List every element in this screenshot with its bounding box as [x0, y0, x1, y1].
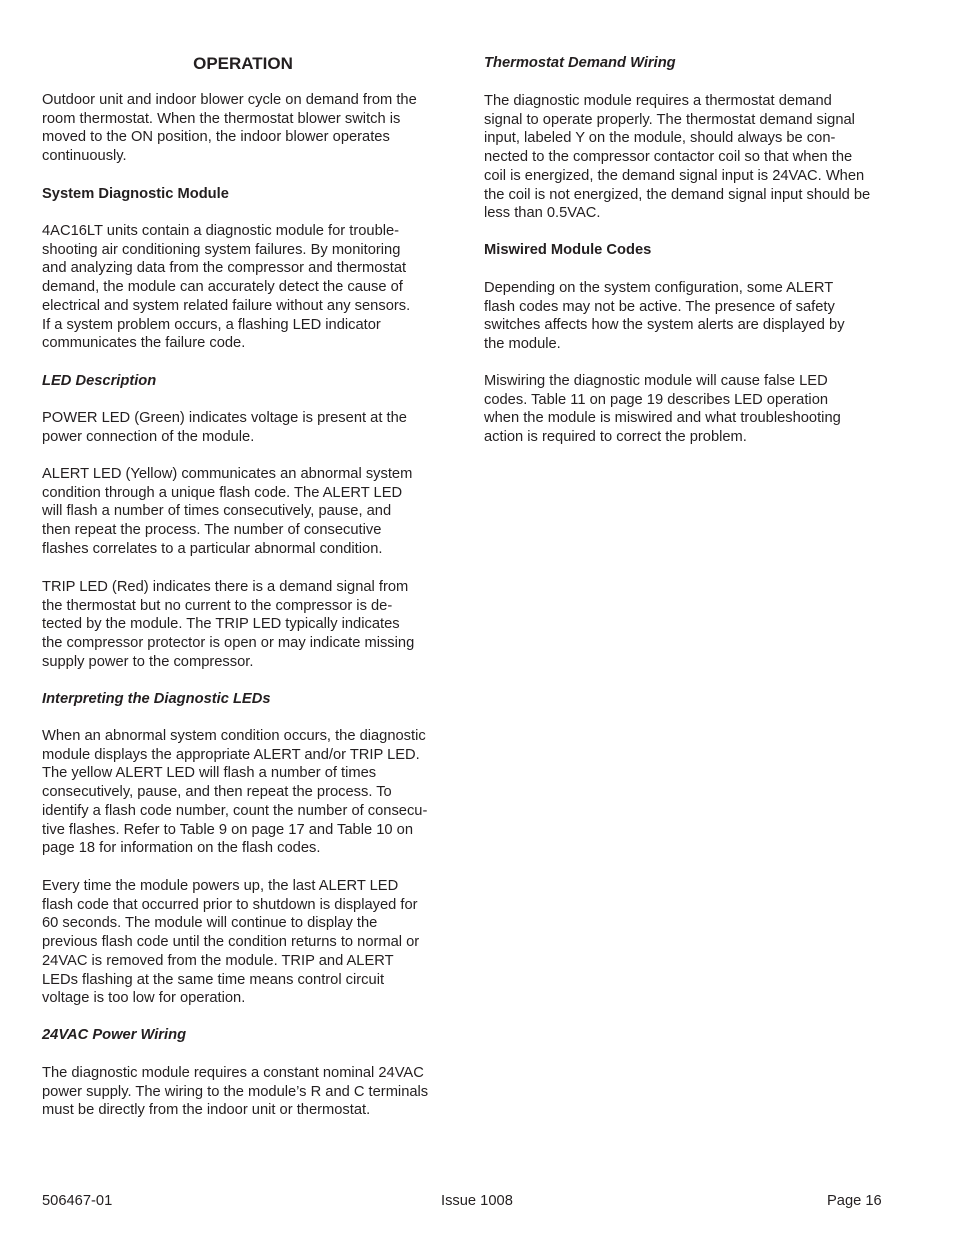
miswired-heading-block — [484, 241, 886, 259]
miswired-paragraph-2-block — [484, 372, 886, 447]
miswired-paragraph-1-block — [484, 279, 886, 354]
miswired-paragraph-1: Depending on the system configuration, some ALERT flash codes may not be active. The presence of safety switches affects how the system alerts are displayed by the module. — [484, 280, 845, 353]
led-description-heading-block — [42, 372, 444, 390]
trip-led-paragraph: TRIP LED (Red) indicates there is a demand signal from the thermostat but no current to the compressor is de- tected by the module. The TRIP LED typically indicates the compressor protector is open or may indicate missing supply power to the compressor. — [42, 579, 415, 670]
led-description-heading: LED Description — [42, 373, 157, 389]
system-diagnostic-module-paragraph: 4AC16LT units contain a diagnostic module for trouble- shooting air conditioning system failures. By monitoring and analyzing data from the compressor and thermostat demand, the module can accurately detect the cause of electrical and system related failure without any sensors. If a system problem occurs, a flashing LED indicator communicates the failure code. — [42, 223, 411, 352]
thermostat-paragraph-block — [484, 92, 886, 223]
sdm-heading-block — [42, 185, 444, 203]
operation-paragraph: Outdoor unit and indoor blower cycle on demand from the room thermostat. When the thermostat blower switch is moved to the ON position, the indoor blower operates continuously. — [42, 92, 417, 165]
footer-page-number: Page 16 — [827, 1193, 882, 1209]
system-diagnostic-module-heading: System Diagnostic Module — [42, 186, 229, 202]
power-wiring-paragraph: The diagnostic module requires a constant nominal 24VAC power supply. The wiring to the module’s R and C terminals must be directly from the indoor unit or thermostat. — [42, 1065, 429, 1119]
footer-issue: Issue 1008 — [441, 1193, 513, 1209]
interpreting-heading-block — [42, 690, 444, 708]
miswired-module-codes-heading: Miswired Module Codes — [484, 242, 652, 258]
interpreting-leds-heading: Interpreting the Diagnostic LEDs — [42, 691, 271, 707]
power-wiring-paragraph-block — [42, 1064, 444, 1120]
power-wiring-heading-block — [42, 1026, 444, 1044]
thermostat-demand-wiring-heading: Thermostat Demand Wiring — [484, 55, 676, 71]
operation-paragraph-block — [42, 91, 444, 166]
thermostat-heading-block — [484, 54, 886, 72]
trip-led-paragraph-block — [42, 578, 444, 672]
interpreting-leds-paragraph: When an abnormal system condition occurs, the diagnostic module displays the appropriate ALERT and/or TRIP LED. The yellow ALERT LED will flash a number of times consecutively, pause, and then repeat the process. To identify a flash code number, count the number of consecu- tive flashes. Refer to Table 9 on page 17 and Table 10 on page 18 for information on the flash codes. — [42, 728, 428, 857]
operation-heading-block — [42, 54, 444, 74]
power-up-paragraph: Every time the module powers up, the last ALERT LED flash code that occurred prior to shutdown is displayed for 60 seconds. The module will continue to display the previous flash code until the condition returns to normal or 24VAC is removed from the module. TRIP and ALERT LEDs flashing at the same time means control circuit voltage is too low for operation. — [42, 878, 420, 1007]
power-wiring-heading: 24VAC Power Wiring — [42, 1027, 187, 1043]
power-led-paragraph-block — [42, 409, 444, 446]
thermostat-demand-wiring-paragraph: The diagnostic module requires a thermostat demand signal to operate properly. The thermostat demand signal input, labeled Y on the module, should always be con- nected to the compressor contactor coil so that when the coil is energized, the demand signal input is 24VAC. When the coil is not energized, the demand signal input should be less than 0.5VAC. — [484, 93, 871, 222]
alert-led-paragraph: ALERT LED (Yellow) communicates an abnormal system condition through a unique flash code. The ALERT LED will flash a number of times consecutively, pause, and then repeat the process. The number of consecutive flashes correlates to a particular abnormal condition. — [42, 466, 413, 557]
footer-doc-number: 506467-01 — [42, 1193, 113, 1209]
interpreting-paragraph-block — [42, 727, 444, 858]
alert-led-paragraph-block — [42, 465, 444, 559]
sdm-paragraph-block — [42, 222, 444, 353]
operation-heading: OPERATION — [193, 54, 293, 73]
miswired-paragraph-2: Miswiring the diagnostic module will cause false LED codes. Table 11 on page 19 describes LED operation when the module is miswired and what troubleshooting action is required to correct the problem. — [484, 373, 841, 446]
power-led-paragraph: POWER LED (Green) indicates voltage is present at the power connection of the module. — [42, 410, 407, 445]
power-up-paragraph-block — [42, 877, 444, 1008]
